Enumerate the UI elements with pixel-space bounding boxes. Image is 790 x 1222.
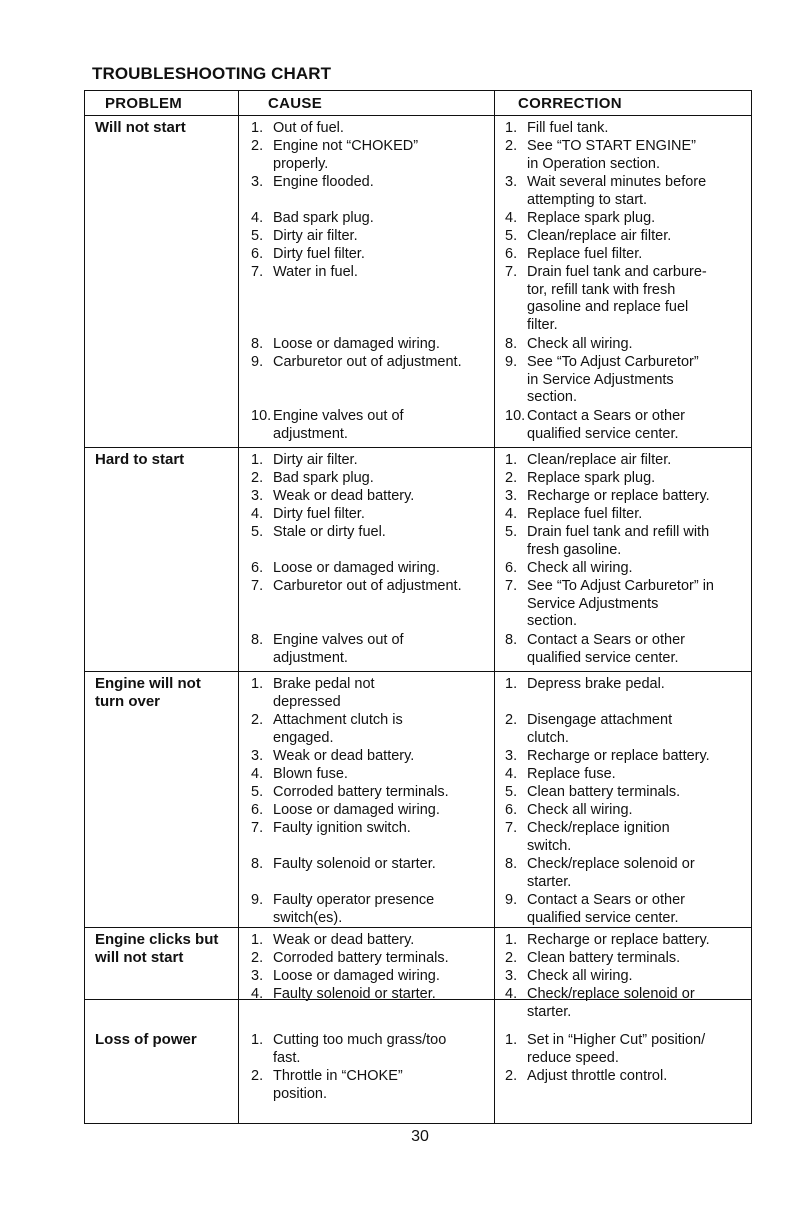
item-text: Replace fuel filter. <box>527 246 643 262</box>
item-text: Loose or damaged wiring. <box>273 802 440 818</box>
item-number: 8. <box>505 856 518 872</box>
item-number: 6. <box>251 802 264 818</box>
problem-label: Will not start <box>95 119 186 136</box>
item-number: 1. <box>505 120 518 136</box>
item-number: 4. <box>505 986 518 1002</box>
item-text: See “To Adjust Carburetor” in Service Adjustments section. <box>527 354 699 405</box>
item-text: Check all wiring. <box>527 336 633 352</box>
item-text: Replace fuel filter. <box>527 506 643 522</box>
item-number: 1. <box>505 1032 518 1048</box>
item-number: 4. <box>251 210 264 226</box>
item-text: Replace spark plug. <box>527 470 656 486</box>
item-number: 1. <box>251 932 264 948</box>
item-text: Check all wiring. <box>527 560 633 576</box>
item-text: Fill fuel tank. <box>527 120 609 136</box>
header-divider <box>85 115 751 116</box>
item-text: Drain fuel tank and refill with fresh gasoline. <box>527 524 710 558</box>
item-number: 2. <box>505 138 518 154</box>
item-text: Replace spark plug. <box>527 210 656 226</box>
item-number: 7. <box>251 264 264 280</box>
item-number: 3. <box>251 748 264 764</box>
item-number: 8. <box>251 856 264 872</box>
item-number: 2. <box>505 470 518 486</box>
item-number: 3. <box>505 174 518 190</box>
item-text: Clean battery terminals. <box>527 950 681 966</box>
item-number: 3. <box>251 488 264 504</box>
item-number: 9. <box>251 354 264 370</box>
item-number: 3. <box>505 748 518 764</box>
problem-label: Loss of power <box>95 1031 197 1048</box>
item-number: 8. <box>251 632 264 648</box>
item-text: Clean/replace air filter. <box>527 452 672 468</box>
item-number: 6. <box>505 560 518 576</box>
item-number: 7. <box>251 820 264 836</box>
item-number: 1. <box>251 676 264 692</box>
item-text: Corroded battery terminals. <box>273 950 449 966</box>
item-number: 6. <box>251 246 264 262</box>
item-text: Dirty fuel filter. <box>273 506 365 522</box>
problem-label: Engine will not turn over <box>95 675 201 710</box>
item-text: Clean battery terminals. <box>527 784 681 800</box>
problem-label: Hard to start <box>95 451 185 468</box>
item-text: Water in fuel. <box>273 264 358 280</box>
item-text: Adjust throttle control. <box>527 1068 668 1084</box>
item-number: 3. <box>251 174 264 190</box>
item-number: 5. <box>251 228 264 244</box>
item-text: Faulty ignition switch. <box>273 820 411 836</box>
item-text: Wait several minutes before attempting to start. <box>527 174 707 208</box>
item-number: 4. <box>251 506 264 522</box>
item-number: 2. <box>251 950 264 966</box>
problem-label: Engine clicks but will not start <box>95 931 219 966</box>
item-number: 4. <box>505 506 518 522</box>
item-text: Loose or damaged wiring. <box>273 560 440 576</box>
item-number: 5. <box>505 784 518 800</box>
item-text: Disengage attachment clutch. <box>527 712 673 746</box>
item-text: Replace fuse. <box>527 766 616 782</box>
item-number: 2. <box>505 712 518 728</box>
item-text: Faulty operator presence switch(es). <box>273 892 435 926</box>
item-number: 1. <box>505 932 518 948</box>
item-number: 4. <box>251 986 264 1002</box>
item-text: Check/replace ignition switch. <box>527 820 670 854</box>
item-number: 3. <box>505 488 518 504</box>
item-text: Dirty fuel filter. <box>273 246 365 262</box>
item-text: Weak or dead battery. <box>273 748 415 764</box>
item-number: 2. <box>505 1068 518 1084</box>
item-number: 5. <box>251 524 264 540</box>
item-text: Stale or dirty fuel. <box>273 524 386 540</box>
item-text: Check all wiring. <box>527 802 633 818</box>
item-text: Contact a Sears or other qualified service center. <box>527 892 685 926</box>
header-problem: PROBLEM <box>105 95 183 112</box>
item-text: Engine flooded. <box>273 174 374 190</box>
item-number: 7. <box>251 578 264 594</box>
item-text: Corroded battery terminals. <box>273 784 449 800</box>
item-text: Dirty air filter. <box>273 228 358 244</box>
item-text: Recharge or replace battery. <box>527 488 710 504</box>
item-number: 7. <box>505 820 518 836</box>
item-text: Recharge or replace battery. <box>527 932 710 948</box>
item-number: 2. <box>251 712 264 728</box>
item-text: Set in “Higher Cut” position/ reduce speed. <box>527 1032 706 1066</box>
row-divider <box>85 671 751 672</box>
item-number: 2. <box>505 950 518 966</box>
item-text: Out of fuel. <box>273 120 344 136</box>
item-number: 6. <box>505 802 518 818</box>
page-number: 30 <box>411 1128 429 1145</box>
item-text: Carburetor out of adjustment. <box>273 354 462 370</box>
item-text: Attachment clutch is engaged. <box>273 712 403 746</box>
item-number: 6. <box>505 246 518 262</box>
troubleshooting-table <box>84 90 752 1124</box>
item-text: Dirty air filter. <box>273 452 358 468</box>
row-divider <box>85 447 751 448</box>
item-number: 4. <box>505 766 518 782</box>
item-number: 1. <box>251 120 264 136</box>
item-number: 9. <box>505 892 518 908</box>
item-text: Recharge or replace battery. <box>527 748 710 764</box>
item-text: Contact a Sears or other qualified service center. <box>527 632 685 666</box>
item-text: Bad spark plug. <box>273 470 374 486</box>
item-number: 9. <box>505 354 518 370</box>
item-number: 8. <box>251 336 264 352</box>
chart-title: TROUBLESHOOTING CHART <box>92 64 332 83</box>
item-text: Loose or damaged wiring. <box>273 968 440 984</box>
item-text: Weak or dead battery. <box>273 488 415 504</box>
item-number: 8. <box>505 632 518 648</box>
item-text: Engine not “CHOKED” properly. <box>273 138 419 172</box>
item-text: Carburetor out of adjustment. <box>273 578 462 594</box>
item-number: 9. <box>251 892 264 908</box>
column-divider <box>238 91 239 1123</box>
item-text: Engine valves out of adjustment. <box>273 632 404 666</box>
item-text: Depress brake pedal. <box>527 676 665 692</box>
item-text: Drain fuel tank and carbure- tor, refill tank with fresh gasoline and replace fuel filter. <box>527 264 707 333</box>
item-number: 3. <box>251 968 264 984</box>
item-number: 1. <box>251 1032 264 1048</box>
item-number: 10. <box>251 408 272 424</box>
item-text: See “To Adjust Carburetor” in Service Adjustments section. <box>527 578 714 629</box>
item-number: 2. <box>251 138 264 154</box>
item-number: 7. <box>505 264 518 280</box>
item-number: 1. <box>505 452 518 468</box>
item-number: 5. <box>251 784 264 800</box>
item-text: Faulty solenoid or starter. <box>273 856 436 872</box>
item-text: Loose or damaged wiring. <box>273 336 440 352</box>
item-number: 5. <box>505 524 518 540</box>
item-text: Bad spark plug. <box>273 210 374 226</box>
item-number: 2. <box>251 470 264 486</box>
item-number: 10. <box>505 408 526 424</box>
header-cause: CAUSE <box>268 95 323 112</box>
item-text: Clean/replace air filter. <box>527 228 672 244</box>
item-number: 1. <box>251 452 264 468</box>
item-number: 5. <box>505 228 518 244</box>
item-text: Contact a Sears or other qualified service center. <box>527 408 685 442</box>
item-number: 6. <box>251 560 264 576</box>
item-text: Cutting too much grass/too fast. <box>273 1032 447 1066</box>
item-text: Faulty solenoid or starter. <box>273 986 436 1002</box>
item-text: Engine valves out of adjustment. <box>273 408 404 442</box>
item-text: Throttle in “CHOKE” position. <box>273 1068 403 1102</box>
column-divider <box>494 91 495 1123</box>
item-number: 4. <box>505 210 518 226</box>
header-correction: CORRECTION <box>518 95 622 112</box>
item-number: 1. <box>505 676 518 692</box>
item-number: 3. <box>505 968 518 984</box>
item-text: Weak or dead battery. <box>273 932 415 948</box>
item-number: 4. <box>251 766 264 782</box>
item-text: See “TO START ENGINE” in Operation section. <box>527 138 696 172</box>
item-text: Brake pedal not depressed <box>273 676 375 710</box>
item-number: 2. <box>251 1068 264 1084</box>
item-text: Check/replace solenoid or starter. <box>527 856 695 890</box>
row-divider <box>85 927 751 928</box>
item-number: 7. <box>505 578 518 594</box>
item-text: Check/replace solenoid or starter. <box>527 986 695 1020</box>
item-text: Blown fuse. <box>273 766 348 782</box>
item-text: Check all wiring. <box>527 968 633 984</box>
item-number: 8. <box>505 336 518 352</box>
